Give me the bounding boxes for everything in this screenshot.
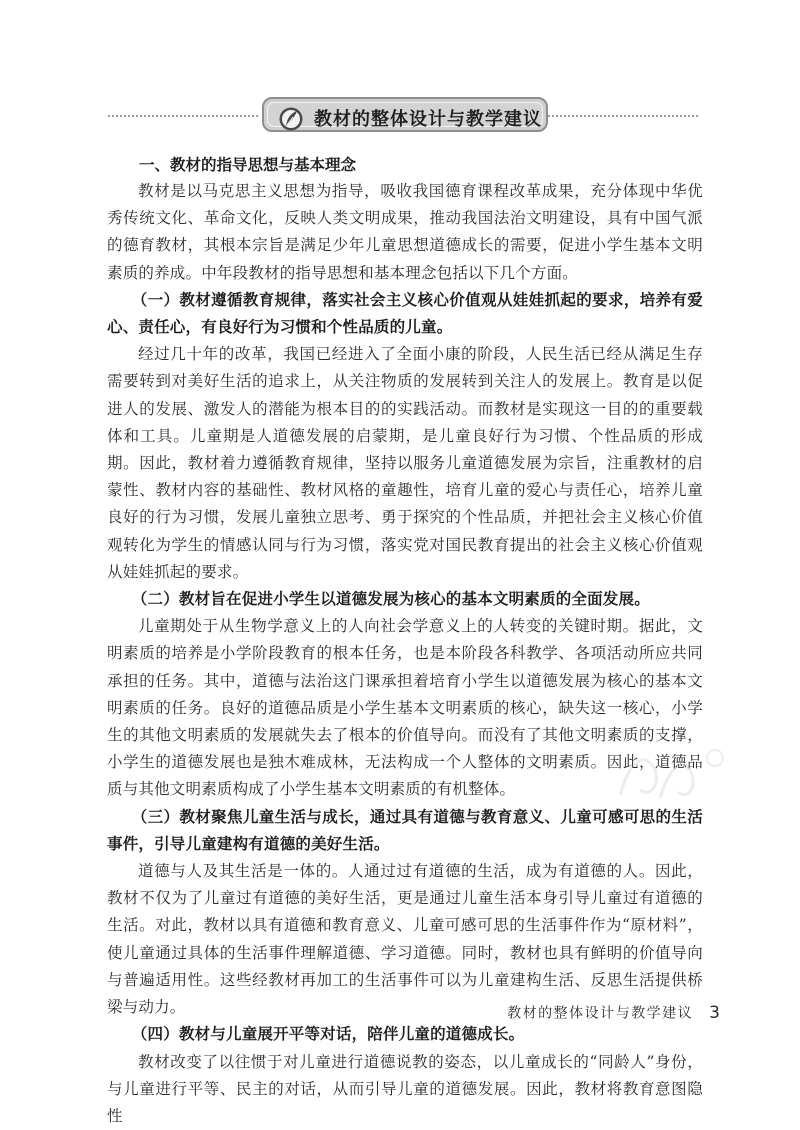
paragraph-list	[107, 178, 703, 1130]
body-paragraph: 儿童期处于从生物学意义上的人向社会学意义上的人转变的关键时期。据此，文明素质的培养是小学阶段教育的根本任务，也是本阶段各科教学、各项活动所应共同承担的任务。其中，道德与法治这门课承担着培育小学生以道德发展为核心的基本文明素质的任务。良好的道德品质是小学生基本文明素质的核心，缺失这一核心，小学生的其他文明素质的发展就失去了根本的价值导向。而没有了其他文明素质的支撑，小学生的道德发展也是独木难成林，无法构成一个人整体的文明素质。因此，道德品质与其他文明素质构成了小学生基本文明素质的有机整体。	[107, 613, 703, 803]
subsection-heading: （四）教材与儿童展开平等对话，陪伴儿童的道德成长。	[107, 1021, 703, 1048]
banner-inner-frame	[267, 102, 543, 127]
subsection-heading: （一）教材遵循教育规律，落实社会主义核心价值观从娃娃抓起的要求，培养有爱心、责任心，有良好行为习惯和个性品质的儿童。	[107, 287, 703, 341]
page-footer	[490, 1002, 720, 1032]
main-text	[107, 152, 703, 1130]
section-heading: 一、教材的指导思想与基本理念	[107, 152, 703, 178]
body-paragraph: 经过几十年的改革，我国已经进入了全面小康的阶段，人民生活已经从满足生存需要转到对美好生活的追求上，从关注物质的发展转到关注人的发展上。教育是以促进人的发展、激发人的潜能为根本目的的实践活动。而教材是实现这一目的的重要载体和工具。儿童期是人道德发展的启蒙期，是儿童良好行为习惯、个性品质的形成期。因此，教材着力遵循教育规律，坚持以服务儿童道德发展为宗旨，注重教材的启蒙性、教材内容的基础性、教材风格的童趣性，培育儿童的爱心与责任心，培养儿童良好的行为习惯，发展儿童独立思考、勇于探究的个性品质，并把社会主义核心价值观转化为学生的情感认同与行为习惯，落实党对国民教育提出的社会主义核心价值观从娃娃抓起的要求。	[107, 341, 703, 586]
header-dotted-rule-left	[108, 115, 258, 117]
page-number: 3	[709, 1003, 720, 1023]
subsection-heading: （二）教材旨在促进小学生以道德发展为核心的基本文明素质的全面发展。	[107, 586, 703, 613]
subsection-heading: （三）教材聚焦儿童生活与成长，通过具有道德与教育意义、儿童可感可思的生活事件，引导儿童建构有道德的美好生活。	[107, 804, 703, 858]
body-paragraph: 道德与人及其生活是一体的。人通过过有道德的生活，成为有道德的人。因此，教材不仅为了儿童过有道德的美好生活，更是通过儿童生活本身引导儿童过有道德的生活。对此，教材以具有道德和教育意义、儿童可感可思的生活事件作为“原材料”，使儿童通过具体的生活事件理解道德、学习道德。同时，教材也具有鲜明的价值导向与普遍适用性。这些经教材再加工的生活事件可以为儿童建构生活、反思生活提供桥梁与动力。	[107, 858, 703, 1021]
quill-emblem-icon	[278, 106, 304, 132]
running-footer-title: 教材的整体设计与教学建议	[507, 1006, 693, 1022]
watermark-logo	[610, 740, 730, 810]
section-banner	[262, 97, 548, 132]
body-paragraph: 教材改变了以往惯于对儿童进行道德说教的姿态，以儿童成长的“同龄人”身份，与儿童进行平等、民主的对话，从而引导儿童的道德发展。因此，教材将教育意图隐性	[107, 1049, 703, 1130]
header-dotted-rule-right	[548, 115, 698, 117]
body-paragraph: 教材是以马克思主义思想为指导，吸收我国德育课程改革成果，充分体现中华优秀传统文化、革命文化，反映人类文明成果，推动我国法治文明建设，具有中国气派的德育教材，其根本宗旨是满足少年儿童思想道德成长的需要，促进小学生基本文明素质的养成。中年段教材的指导思想和基本理念包括以下几个方面。	[107, 178, 703, 287]
page-title: 教材的整体设计与教学建议	[314, 108, 542, 132]
